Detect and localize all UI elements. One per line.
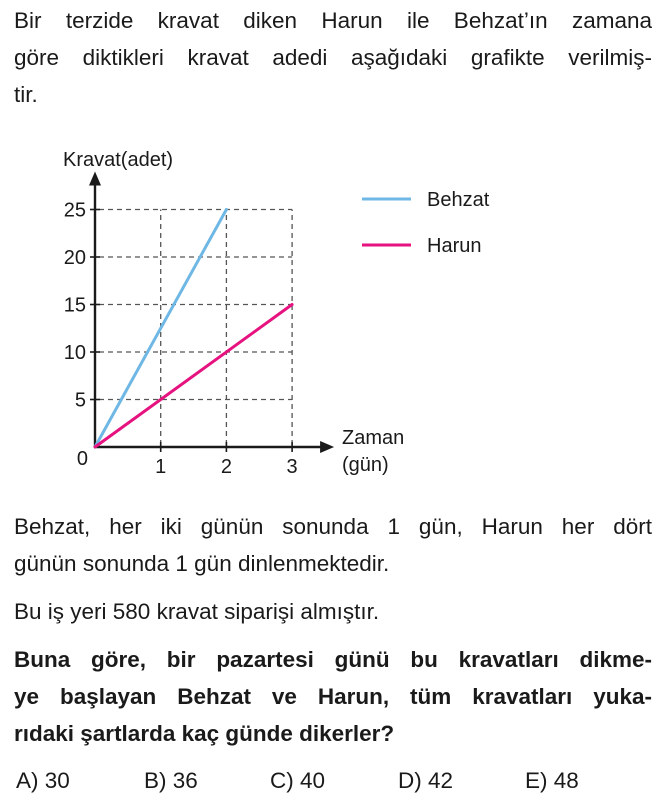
chart-legend	[362, 189, 490, 257]
line-chart	[0, 140, 663, 490]
x-tick-label: 1	[155, 456, 167, 478]
x-axis-title-line1: Zaman	[342, 427, 405, 449]
x-axis-arrow	[320, 441, 334, 453]
chart-series	[95, 210, 292, 448]
question-text	[14, 641, 652, 752]
y-tick-label: 10	[63, 342, 86, 364]
chart-axes	[89, 172, 334, 454]
option-c[interactable]: C) 40	[270, 768, 326, 793]
option-e[interactable]: E) 48	[525, 768, 579, 793]
y-axis-arrow	[89, 172, 101, 186]
legend-label-harun: Harun	[427, 235, 482, 257]
intro-line: Bir terzide kravat diken Harun ile Behzat’ın zamana	[14, 8, 652, 33]
origin-label: 0	[76, 448, 88, 470]
legend-label-behzat: Behzat	[427, 189, 490, 211]
x-tick-label: 2	[220, 456, 232, 478]
x-tick-label: 3	[286, 456, 298, 478]
option-a[interactable]: A) 30	[16, 768, 70, 793]
answer-options	[14, 768, 654, 804]
order-line: Bu iş yeri 580 kravat siparişi almıştır.	[14, 599, 380, 624]
y-tick-label: 20	[63, 247, 86, 269]
order-paragraph	[14, 593, 652, 630]
series-line-harun	[95, 305, 292, 448]
info-paragraph	[14, 508, 652, 582]
intro-line: tir.	[14, 82, 38, 107]
info-line: günün sonunda 1 gün dinlenmektedir.	[14, 551, 390, 576]
option-b[interactable]: B) 36	[144, 768, 198, 793]
y-tick-label: 15	[63, 294, 86, 317]
chart-labels	[63, 149, 404, 478]
info-line: Behzat, her iki günün sonunda 1 gün, Harun her dört	[14, 514, 652, 539]
y-tick-label: 25	[63, 199, 86, 222]
intro-line: göre diktikleri kravat adedi aşağıdaki grafikte verilmiş-	[14, 45, 652, 70]
option-d[interactable]: D) 42	[398, 768, 454, 793]
question-line: Buna göre, bir pazartesi günü bu kravatları dikme-	[14, 647, 652, 672]
y-tick-label: 5	[74, 389, 86, 412]
question-line: ye başlayan Behzat ve Harun, tüm kravatları yuka-	[14, 684, 652, 709]
x-axis-title-line2: (gün)	[342, 454, 389, 476]
y-axis-title: Kravat(adet)	[63, 149, 174, 171]
question-line: rıdaki şartlarda kaç günde dikerler?	[14, 721, 395, 746]
problem-intro	[14, 2, 652, 113]
